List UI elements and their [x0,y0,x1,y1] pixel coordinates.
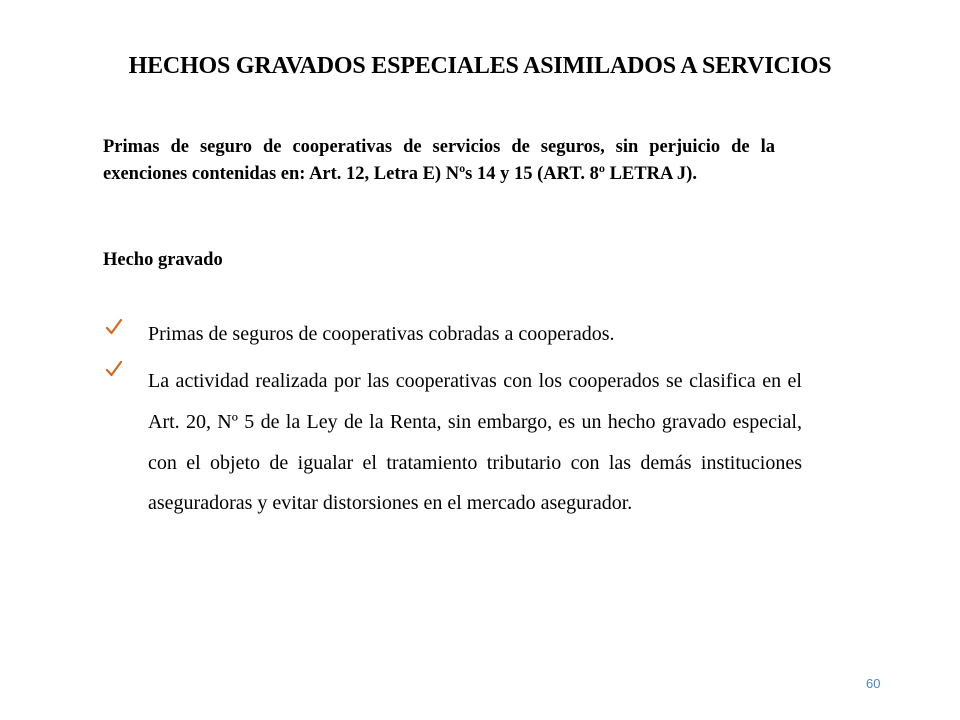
intro-paragraph: Primas de seguro de cooperativas de servicios de seguros, sin perjuicio de la exenciones contenidas en: Art. 12, Letra E) Nºs 14 y 15 (ART. 8º LETRA J). [103,137,775,184]
checkmark-icon [104,317,124,337]
page-number: 60 [866,676,881,691]
checkmark-icon [104,359,124,379]
bullet-text: Primas de seguros de cooperativas cobradas a cooperados. [148,323,615,345]
slide-title: HECHOS GRAVADOS ESPECIALES ASIMILADOS A SERVICIOS [128,53,832,79]
section-heading: Hecho gravado [103,250,223,270]
bullet-text: La actividad realizada por las cooperativas con los cooperados se clasifica en el Art. 20, Nº 5 de la Ley de la Renta, sin embargo, es un hecho gravado especial, con el objeto de igualar el tratamiento tributario con las demás instituciones aseguradoras y evitar distorsiones en el mercado asegurador. [148,370,802,515]
